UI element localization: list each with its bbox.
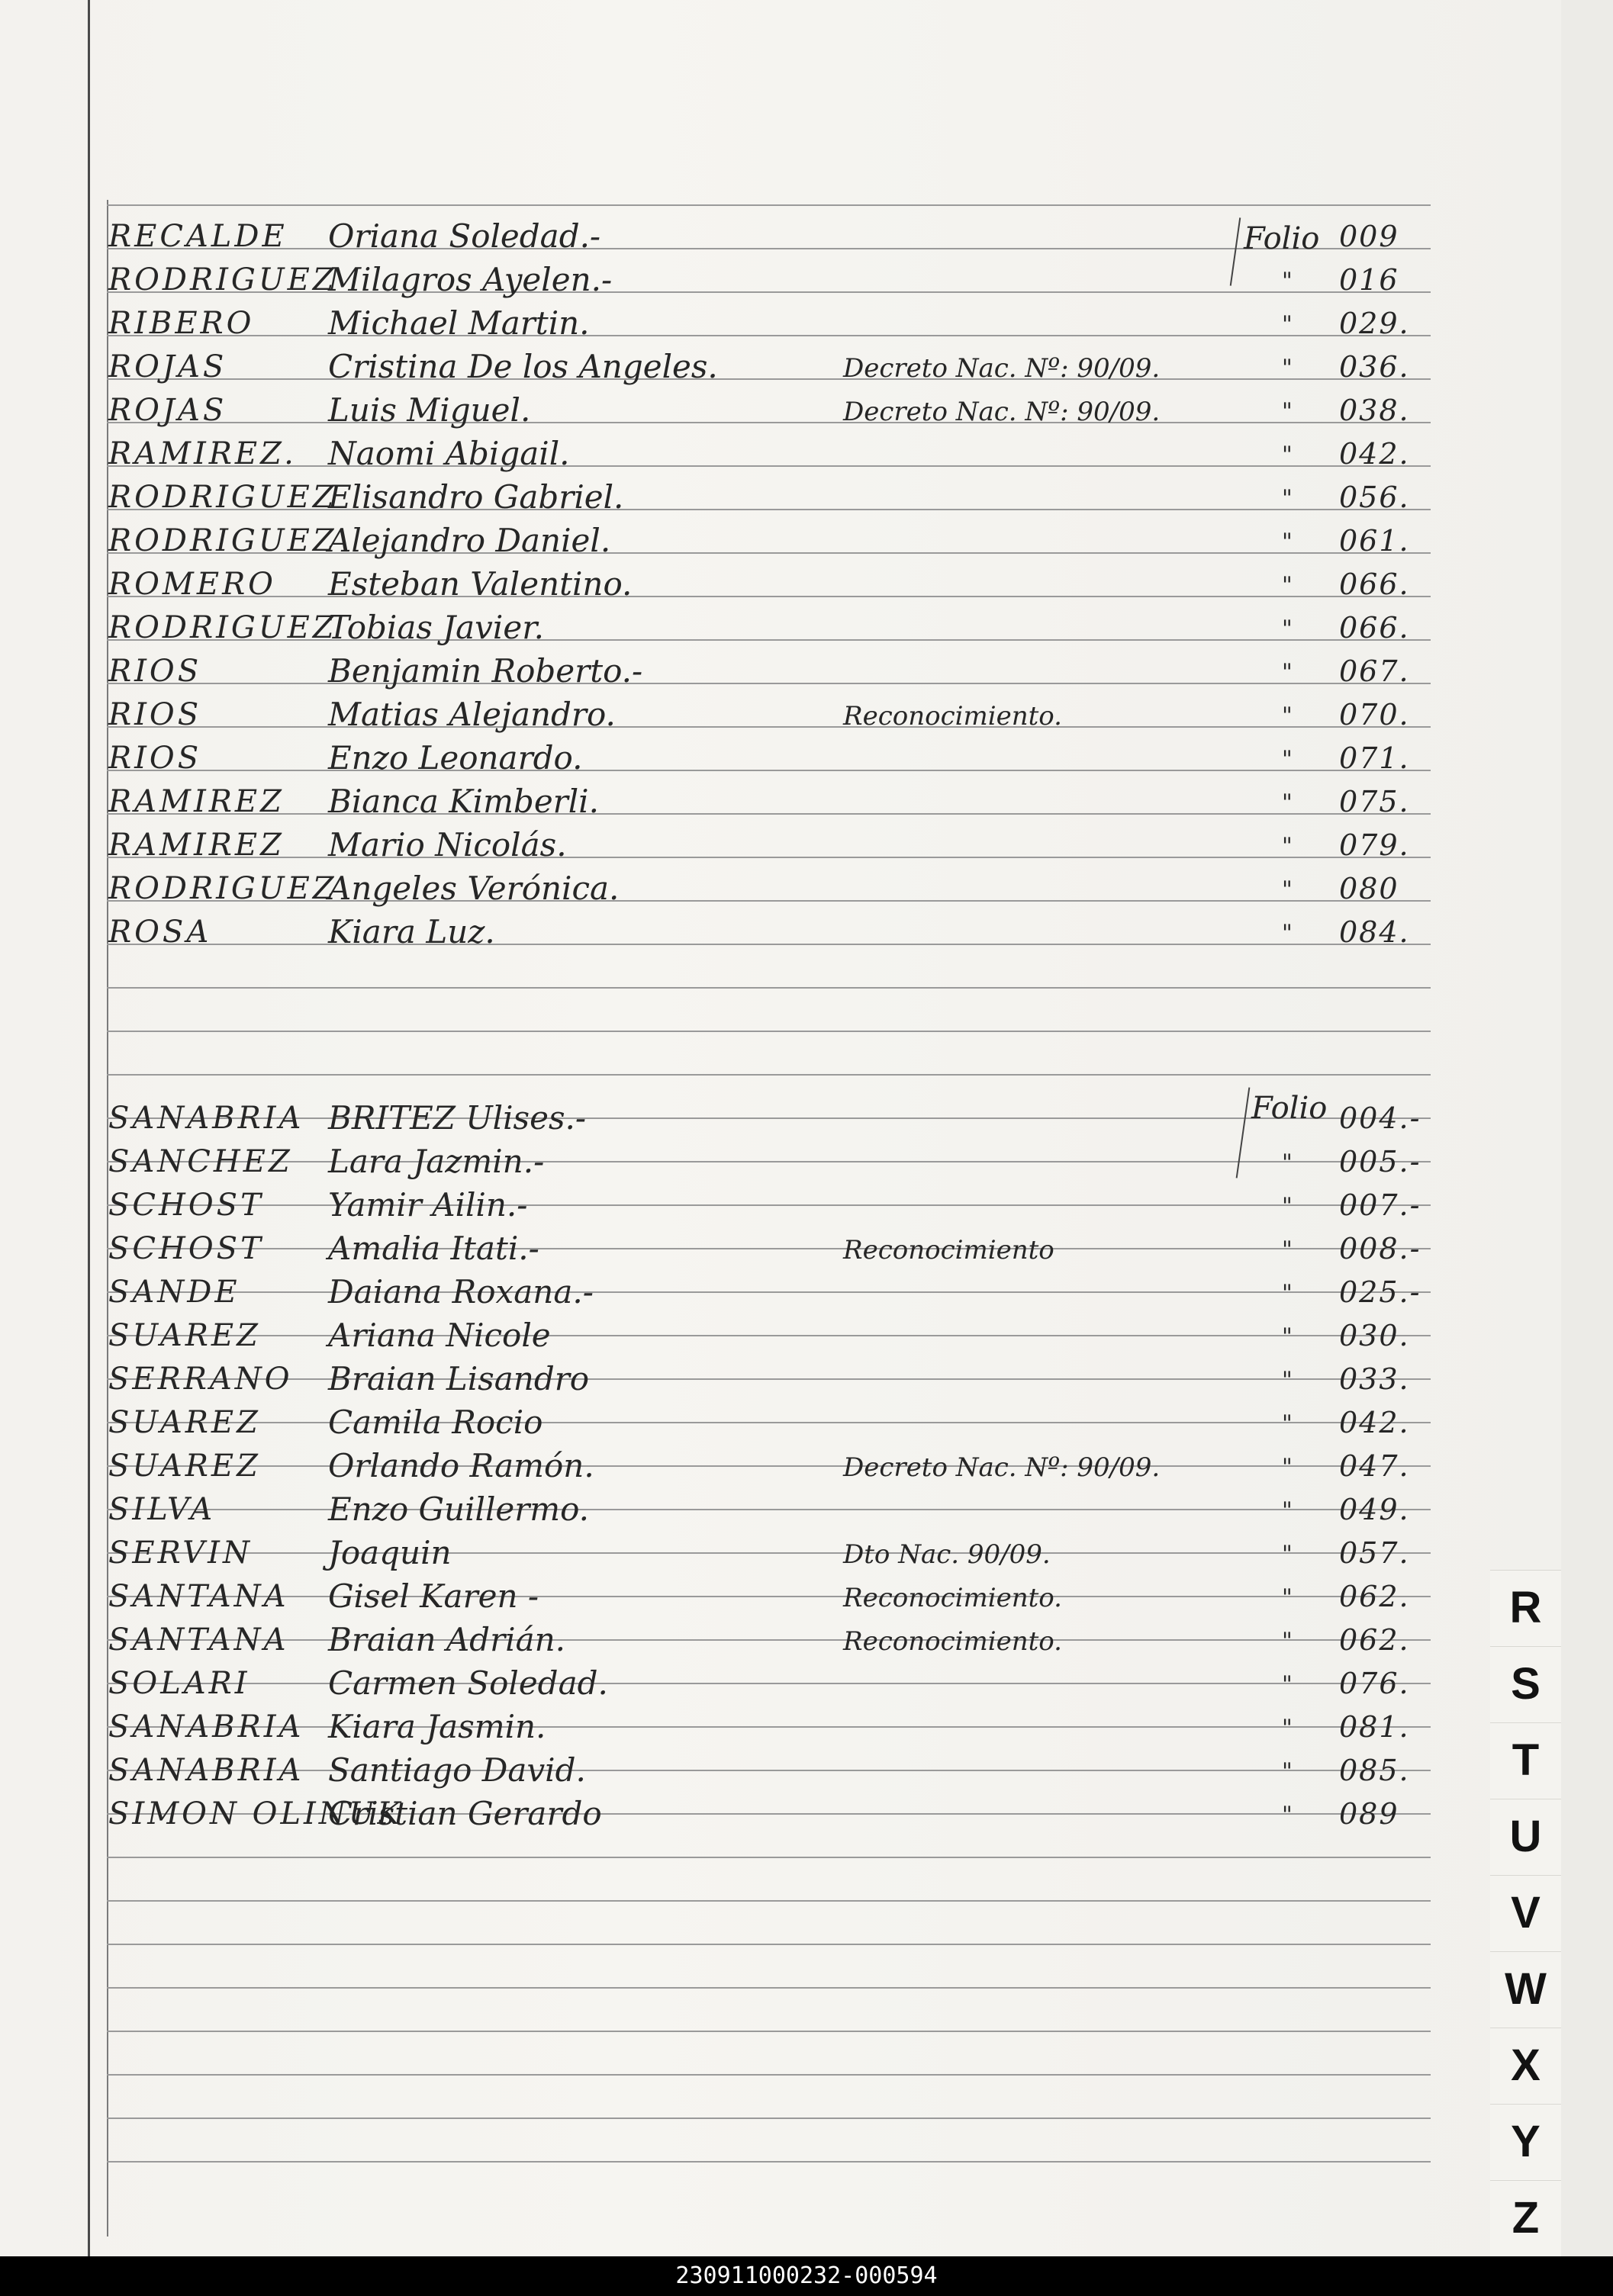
entry-folio-number: 038. [1339, 394, 1410, 427]
ditto-mark: " [1282, 1671, 1293, 1698]
index-tab[interactable]: S [1490, 1646, 1561, 1722]
entry-folio-number: 062. [1339, 1623, 1410, 1657]
entry-given-names: Milagros Ayelen.- [328, 261, 613, 298]
entry-folio-number: 075. [1339, 785, 1410, 818]
entry-row [99, 215, 1427, 258]
entry-surname: SANABRIA [108, 1709, 304, 1745]
ruled-line [107, 1987, 1431, 1989]
index-tab[interactable]: U [1490, 1799, 1561, 1874]
ditto-mark: " [1282, 1367, 1293, 1394]
ditto-mark: " [1282, 529, 1293, 555]
entry-folio-number: 057. [1339, 1536, 1410, 1570]
entry-row [99, 1314, 1427, 1357]
entry-given-names: Carmen Soledad. [328, 1664, 608, 1702]
ditto-mark: " [1282, 876, 1293, 903]
entry-note: Decreto Nac. Nº: 90/09. [843, 1452, 1161, 1483]
entry-folio-number: 042. [1339, 437, 1410, 471]
entry-row [99, 389, 1427, 432]
entry-folio-number: 066. [1339, 568, 1410, 601]
entry-surname: SIMON OLINUK [108, 1796, 404, 1831]
index-tab[interactable]: Z [1490, 2180, 1561, 2256]
entry-folio-number: 062. [1339, 1580, 1410, 1613]
ditto-mark: " [1282, 703, 1293, 729]
ditto-mark: " [1282, 398, 1293, 425]
entry-given-names: Cristina De los Angeles. [328, 348, 718, 385]
entry-folio-number: 089 [1339, 1797, 1399, 1831]
entry-given-names: Naomi Abigail. [328, 435, 570, 472]
entry-row [99, 1271, 1427, 1314]
entry-row [99, 1184, 1427, 1227]
ruled-line [107, 2161, 1431, 2163]
entry-surname: RODRIGUEZ [108, 871, 337, 906]
entry-folio-number: 066. [1339, 611, 1410, 645]
entry-row [99, 824, 1427, 867]
entry-row [99, 1401, 1427, 1444]
entry-folio-number: 016 [1339, 263, 1399, 297]
entry-given-names: Gisel Karen - [328, 1577, 539, 1615]
ditto-mark: " [1282, 1193, 1293, 1220]
entry-row [99, 1445, 1427, 1487]
entry-folio-number: 025.- [1339, 1275, 1421, 1309]
entry-folio-number: 081. [1339, 1710, 1410, 1744]
entry-note: Reconocimiento. [843, 701, 1062, 732]
entry-row [99, 780, 1427, 823]
ditto-mark: " [1282, 920, 1293, 947]
entry-row [99, 1097, 1427, 1140]
entry-surname: SUAREZ [108, 1405, 261, 1440]
ruled-line [107, 1074, 1431, 1076]
entry-row [99, 1358, 1427, 1400]
entry-given-names: Camila Rocio [328, 1404, 543, 1441]
index-tab[interactable]: V [1490, 1875, 1561, 1950]
entry-row [99, 346, 1427, 388]
entry-folio-number: 067. [1339, 654, 1410, 688]
entry-given-names: Esteban Valentino. [328, 565, 633, 603]
entry-folio-number: 080 [1339, 872, 1399, 905]
ditto-mark: " [1282, 355, 1293, 381]
entry-surname: RAMIREZ [108, 828, 285, 863]
folio-header-s: Folio [1251, 1091, 1328, 1126]
entry-row [99, 519, 1427, 562]
entry-surname: RIOS [108, 741, 202, 776]
entry-surname: SUAREZ [108, 1449, 261, 1484]
ditto-mark: " [1282, 1323, 1293, 1350]
entry-note: Reconocimiento. [843, 1626, 1062, 1657]
entry-given-names: Cristian Gerardo [328, 1795, 602, 1832]
entry-note: Decreto Nac. Nº: 90/09. [843, 353, 1161, 384]
entry-given-names: Benjamin Roberto.- [328, 652, 643, 690]
entry-given-names: Ariana Nicole [328, 1317, 551, 1354]
entry-row [99, 259, 1427, 301]
entry-folio-number: 042. [1339, 1406, 1410, 1439]
entry-given-names: Daiana Roxana.- [328, 1273, 594, 1310]
entry-surname: ROMERO [108, 567, 276, 602]
entry-row [99, 737, 1427, 780]
entry-folio-number: 084. [1339, 915, 1410, 949]
entry-row [99, 1532, 1427, 1574]
entry-surname: ROSA [108, 915, 212, 950]
entry-folio-number: 009 [1339, 220, 1399, 253]
ditto-mark: " [1282, 746, 1293, 773]
entry-row [99, 433, 1427, 475]
entry-folio-number: 070. [1339, 698, 1410, 732]
entry-surname: SANTANA [108, 1622, 289, 1658]
ditto-mark: " [1282, 1628, 1293, 1654]
entry-given-names: Yamir Ailin.- [328, 1186, 528, 1224]
ditto-mark: " [1282, 572, 1293, 599]
binding-edge-line [88, 0, 90, 2256]
entry-surname: RAMIREZ. [108, 436, 297, 471]
entry-given-names: Enzo Leonardo. [328, 739, 583, 777]
index-tab[interactable]: W [1490, 1951, 1561, 2027]
entry-given-names: Oriana Soledad.- [328, 217, 601, 255]
entry-given-names: BRITEZ Ulises.- [328, 1099, 587, 1137]
ditto-mark: " [1282, 1715, 1293, 1741]
alphabet-index-tabs [1490, 1570, 1561, 2256]
entry-note: Reconocimiento [843, 1235, 1054, 1265]
entry-given-names: Amalia Itati.- [328, 1230, 539, 1267]
entry-surname: RIOS [108, 697, 202, 732]
ruled-line [107, 1031, 1431, 1032]
entry-surname: SCHOST [108, 1188, 264, 1223]
entry-row [99, 476, 1427, 519]
index-tab[interactable]: Y [1490, 2104, 1561, 2179]
entry-row [99, 1706, 1427, 1748]
entry-row [99, 1140, 1427, 1183]
entry-folio-number: 004.- [1339, 1101, 1421, 1135]
entry-surname: SERVIN [108, 1535, 253, 1571]
entry-note: Decreto Nac. Nº: 90/09. [843, 397, 1161, 427]
entry-surname: RODRIGUEZ [108, 523, 337, 558]
entry-given-names: Alejandro Daniel. [328, 522, 611, 559]
entry-row [99, 606, 1427, 649]
entry-row [99, 302, 1427, 345]
ditto-mark: " [1282, 789, 1293, 816]
entry-folio-number: 033. [1339, 1362, 1410, 1396]
entry-given-names: Santiago David. [328, 1751, 586, 1789]
entry-folio-number: 047. [1339, 1449, 1410, 1483]
entry-row [99, 563, 1427, 606]
entry-folio-number: 071. [1339, 741, 1410, 775]
ditto-mark: " [1282, 311, 1293, 338]
ditto-mark: " [1282, 1497, 1293, 1524]
entry-surname: SILVA [108, 1492, 216, 1527]
ruled-line [107, 2031, 1431, 2032]
entry-surname: SANDE [108, 1275, 240, 1310]
ditto-mark: " [1282, 1150, 1293, 1176]
entry-surname: RECALDE [108, 219, 288, 254]
ditto-mark: " [1282, 1802, 1293, 1828]
entry-surname: RIBERO [108, 306, 255, 341]
entry-given-names: Braian Lisandro [328, 1360, 590, 1397]
entry-given-names: Matias Alejandro. [328, 696, 616, 733]
ruled-line [107, 987, 1431, 989]
entry-given-names: Bianca Kimberli. [328, 783, 599, 820]
ditto-mark: " [1282, 616, 1293, 642]
entry-surname: SERRANO [108, 1362, 293, 1397]
entry-given-names: Kiara Luz. [328, 913, 495, 950]
entry-row [99, 1488, 1427, 1531]
ditto-mark: " [1282, 268, 1293, 294]
entry-given-names: Tobias Javier. [328, 609, 545, 646]
entry-row [99, 1619, 1427, 1661]
index-tab[interactable]: R [1490, 1570, 1561, 1645]
entry-folio-number: 056. [1339, 481, 1410, 514]
ditto-mark: " [1282, 442, 1293, 468]
entry-surname: ROJAS [108, 393, 227, 428]
ditto-mark: " [1282, 1280, 1293, 1307]
entry-folio-number: 076. [1339, 1667, 1410, 1700]
ditto-mark: " [1282, 1454, 1293, 1481]
entry-folio-number: 008.- [1339, 1232, 1421, 1265]
ditto-mark: " [1282, 1541, 1293, 1568]
entry-given-names: Michael Martin. [328, 304, 590, 342]
entry-note: Reconocimiento. [843, 1583, 1062, 1613]
ditto-mark: " [1282, 659, 1293, 686]
entry-surname: RODRIGUEZ [108, 262, 337, 297]
ruled-line [107, 1944, 1431, 1945]
entry-row [99, 1749, 1427, 1792]
entry-folio-number: 079. [1339, 828, 1410, 862]
ditto-mark: " [1282, 1758, 1293, 1785]
entry-folio-number: 029. [1339, 307, 1410, 340]
entry-folio-number: 049. [1339, 1493, 1410, 1526]
entry-folio-number: 030. [1339, 1319, 1410, 1352]
ditto-mark: " [1282, 1584, 1293, 1611]
index-tab[interactable]: X [1490, 2027, 1561, 2103]
entry-row [99, 1227, 1427, 1270]
entry-row [99, 650, 1427, 693]
entry-surname: RAMIREZ [108, 784, 285, 819]
entry-row [99, 693, 1427, 736]
entry-surname: SANABRIA [108, 1753, 304, 1788]
entry-given-names: Luis Miguel. [328, 391, 531, 429]
entry-surname: SCHOST [108, 1231, 264, 1266]
ruled-line [107, 204, 1431, 206]
ditto-mark: " [1282, 833, 1293, 860]
entry-given-names: Braian Adrián. [328, 1621, 566, 1658]
entry-surname: SANABRIA [108, 1101, 304, 1136]
entry-row [99, 911, 1427, 953]
entry-surname: RODRIGUEZ [108, 610, 337, 645]
entry-note: Dto Nac. 90/09. [843, 1539, 1051, 1570]
entry-given-names: Enzo Guillermo. [328, 1490, 590, 1528]
entry-surname: SANTANA [108, 1579, 289, 1614]
entry-given-names: Elisandro Gabriel. [328, 478, 624, 516]
ruled-line [107, 2074, 1431, 2076]
index-tab[interactable]: T [1490, 1722, 1561, 1798]
entry-surname: SUAREZ [108, 1318, 261, 1353]
entry-given-names: Angeles Verónica. [328, 870, 620, 907]
ruled-line [107, 2118, 1431, 2119]
folio-header-r: Folio [1244, 221, 1320, 256]
entry-folio-number: 036. [1339, 350, 1410, 384]
ditto-mark: " [1282, 1236, 1293, 1263]
entry-row [99, 1662, 1427, 1705]
entry-surname: SOLARI [108, 1666, 250, 1701]
entry-row [99, 1575, 1427, 1618]
entry-given-names: Joaquin [328, 1534, 452, 1571]
entry-surname: SANCHEZ [108, 1144, 293, 1179]
entry-row [99, 1793, 1427, 1835]
entry-surname: ROJAS [108, 349, 227, 384]
entry-folio-number: 007.- [1339, 1188, 1421, 1222]
entry-given-names: Orlando Ramón. [328, 1447, 594, 1484]
ditto-mark: " [1282, 485, 1293, 512]
entry-given-names: Kiara Jasmin. [328, 1708, 546, 1745]
entry-folio-number: 061. [1339, 524, 1410, 558]
ruled-line [107, 1900, 1431, 1902]
entry-folio-number: 085. [1339, 1754, 1410, 1787]
entry-given-names: Mario Nicolás. [328, 826, 567, 863]
ruled-line [107, 1857, 1431, 1858]
entry-surname: RODRIGUEZ [108, 480, 337, 515]
entry-folio-number: 005.- [1339, 1145, 1421, 1179]
entry-given-names: Lara Jazmin.- [328, 1143, 545, 1180]
footer-id: 230911000232-000594 [675, 2262, 938, 2289]
entry-row [99, 867, 1427, 910]
entry-surname: RIOS [108, 654, 202, 689]
ditto-mark: " [1282, 1410, 1293, 1437]
